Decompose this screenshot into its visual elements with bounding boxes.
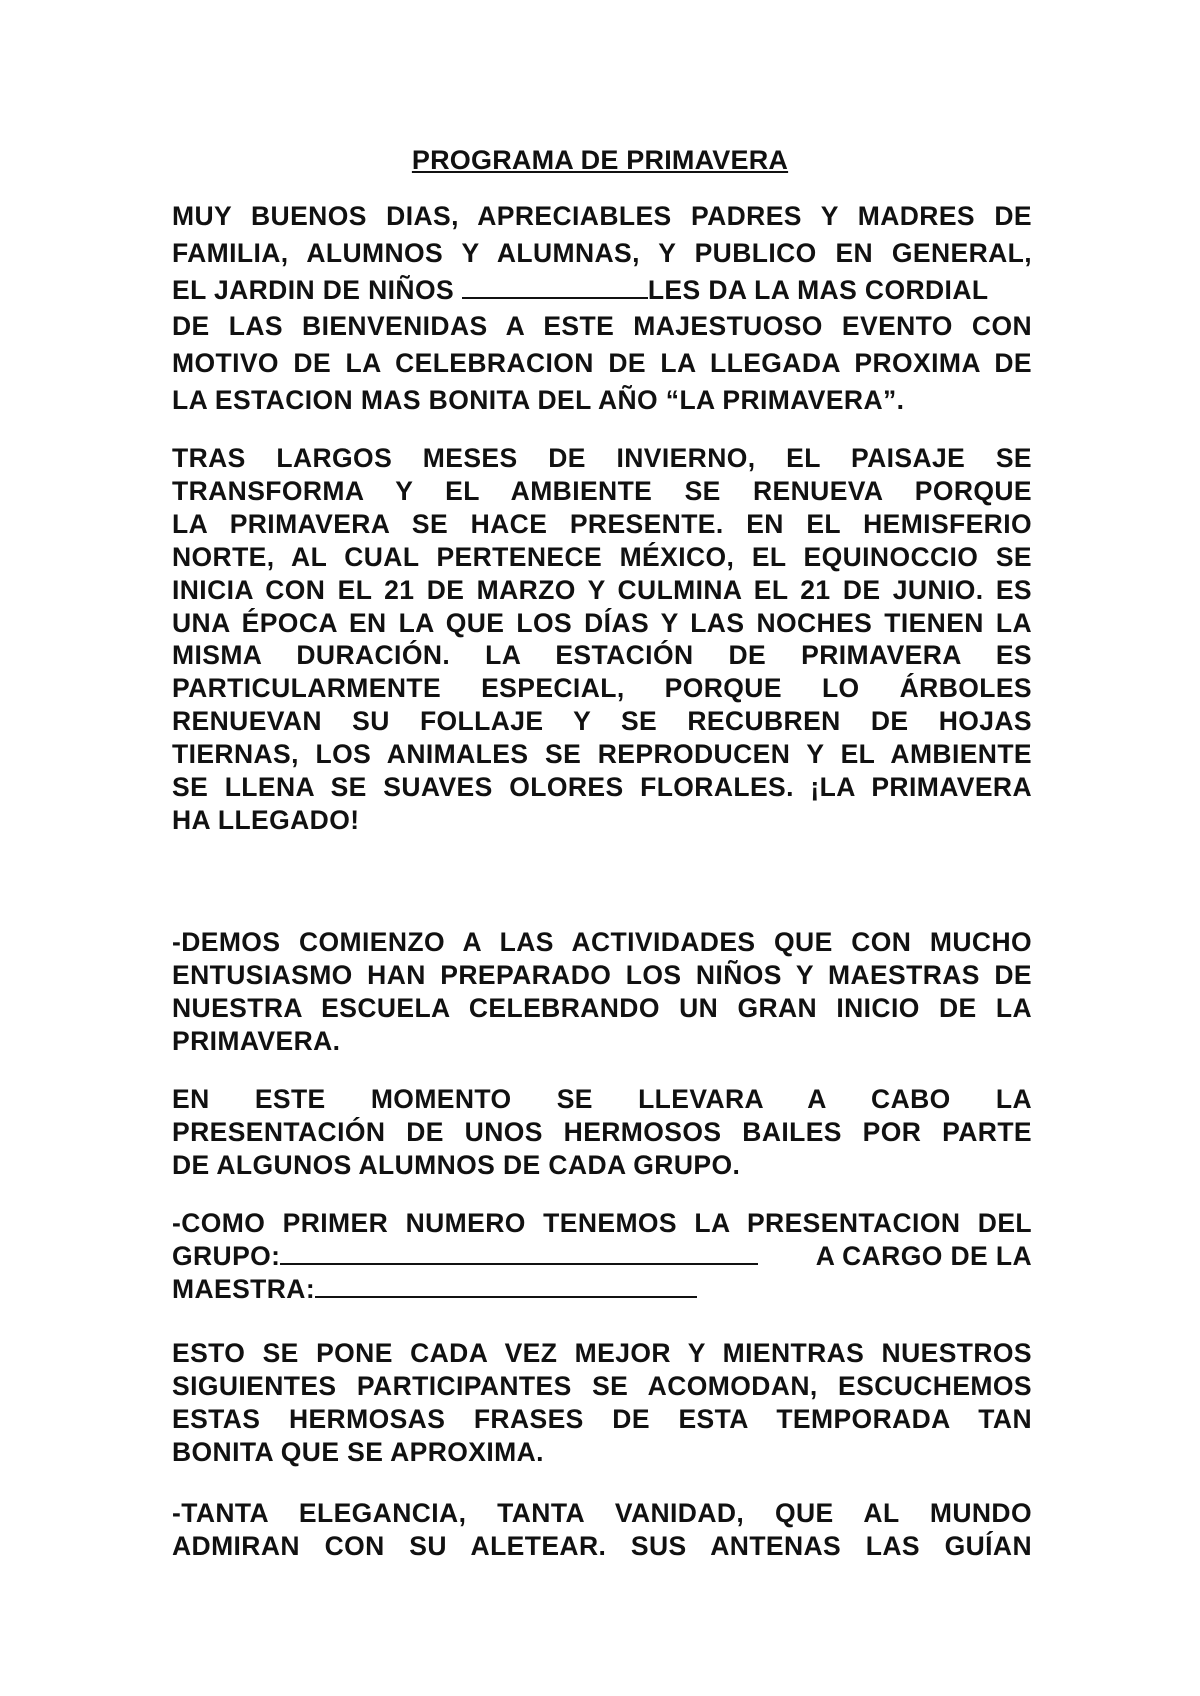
text-line: MISMA DURACIÓN. LA ESTACIÓN DE PRIMAVERA ES [172,640,1032,671]
text-line: ADMIRAN CON SU ALETEAR. SUS ANTENAS LAS GUÍAN [172,1530,1032,1561]
paragraph-phrases [172,1337,1032,1469]
paragraph-first-number [172,1207,1032,1306]
text-line: -COMO PRIMER NUMERO TENEMOS LA PRESENTACION DEL [172,1208,1032,1238]
text-line: LA ESTACION MAS BONITA DEL AÑO “LA PRIMAVERA”. [172,384,905,415]
text-line: PARTICULARMENTE ESPECIAL, PORQUE LO ÁRBOLES [172,673,1032,704]
text-line: UNA ÉPOCA EN LA QUE LOS DÍAS Y LAS NOCHES TIENEN LA [172,607,1032,638]
text-line: SE LLENA SE SUAVES OLORES FLORALES. ¡LA PRIMAVERA [172,772,1032,803]
paragraph-dances [172,1083,1032,1182]
text-line: LA PRIMAVERA SE HACE PRESENTE. EN EL HEMISFERIO [172,508,1032,539]
text-segment: A CARGO DE LA [815,1240,1032,1271]
text-line: TRANSFORMA Y EL AMBIENTE SE RENUEVA PORQUE [172,475,1032,506]
text-line: RENUEVAN SU FOLLAJE Y SE RECUBREN DE HOJAS [172,706,1032,737]
text-line: INICIA CON EL 21 DE MARZO Y CULMINA EL 21 DE JUNIO. ES [172,574,1032,605]
text-line-with-blank [172,1240,1032,1273]
school-name-blank [462,275,648,299]
text-segment: MAESTRA: [172,1273,316,1304]
text-line: DE ALGUNOS ALUMNOS DE CADA GRUPO. [172,1149,741,1180]
text-line: NORTE, AL CUAL PERTENECE MÉXICO, EL EQUINOCCIO SE [172,541,1032,572]
text-line: BONITA QUE SE APROXIMA. [172,1436,544,1467]
text-line: TIERNAS, LOS ANIMALES SE REPRODUCEN Y EL AMBIENTE [172,739,1032,770]
text-line: ESTO SE PONE CADA VEZ MEJOR Y MIENTRAS NUESTROS [172,1338,1032,1368]
text-line: -DEMOS COMIENZO A LAS ACTIVIDADES QUE CON MUCHO [172,927,1032,957]
text-line: PRESENTACIÓN DE UNOS HERMOSOS BAILES POR PARTE [172,1116,1032,1147]
text-line: MOTIVO DE LA CELEBRACION DE LA LLEGADA PROXIMA DE [172,348,1032,379]
text-line-with-blank [172,272,1032,309]
text-segment: LES DA LA MAS CORDIAL [647,274,989,305]
text-line-with-blank [172,1273,1032,1306]
text-line: -TANTA ELEGANCIA, TANTA VANIDAD, QUE AL MUNDO [172,1498,1032,1528]
text-line: NUESTRA ESCUELA CELEBRANDO UN GRAN INICIO DE LA [172,992,1032,1023]
text-segment: EL JARDIN DE NIÑOS [172,274,462,305]
text-line: HA LLEGADO! [172,804,360,835]
text-segment: GRUPO: [172,1240,281,1271]
text-line: SIGUIENTES PARTICIPANTES SE ACOMODAN, ESCUCHEMOS [172,1370,1032,1401]
group-blank [280,1241,758,1265]
text-line: PRIMAVERA. [172,1025,341,1056]
text-line: ENTUSIASMO HAN PREPARADO LOS NIÑOS Y MAESTRAS DE [172,959,1032,990]
text-line: ESTAS HERMOSAS FRASES DE ESTA TEMPORADA TAN [172,1403,1032,1434]
text-line: EN ESTE MOMENTO SE LLEVARA A CABO LA [172,1084,1032,1114]
text-line: DE LAS BIENVENIDAS A ESTE MAJESTUOSO EVENTO CON [172,311,1032,342]
text-line: TRAS LARGOS MESES DE INVIERNO, EL PAISAJE SE [172,443,1032,473]
paragraph-begin-activities [172,926,1032,1058]
text-line: MUY BUENOS DIAS, APRECIABLES PADRES Y MADRES DE [172,201,1032,231]
paragraph-butterfly-phrase [172,1497,1032,1563]
text-line: FAMILIA, ALUMNOS Y ALUMNAS, Y PUBLICO EN GENERAL, [172,237,1032,268]
document-title: PROGRAMA DE PRIMAVERA [411,145,789,175]
paragraph-spring-description [172,442,1032,837]
teacher-blank [315,1274,697,1298]
paragraph-welcome [172,198,1032,419]
